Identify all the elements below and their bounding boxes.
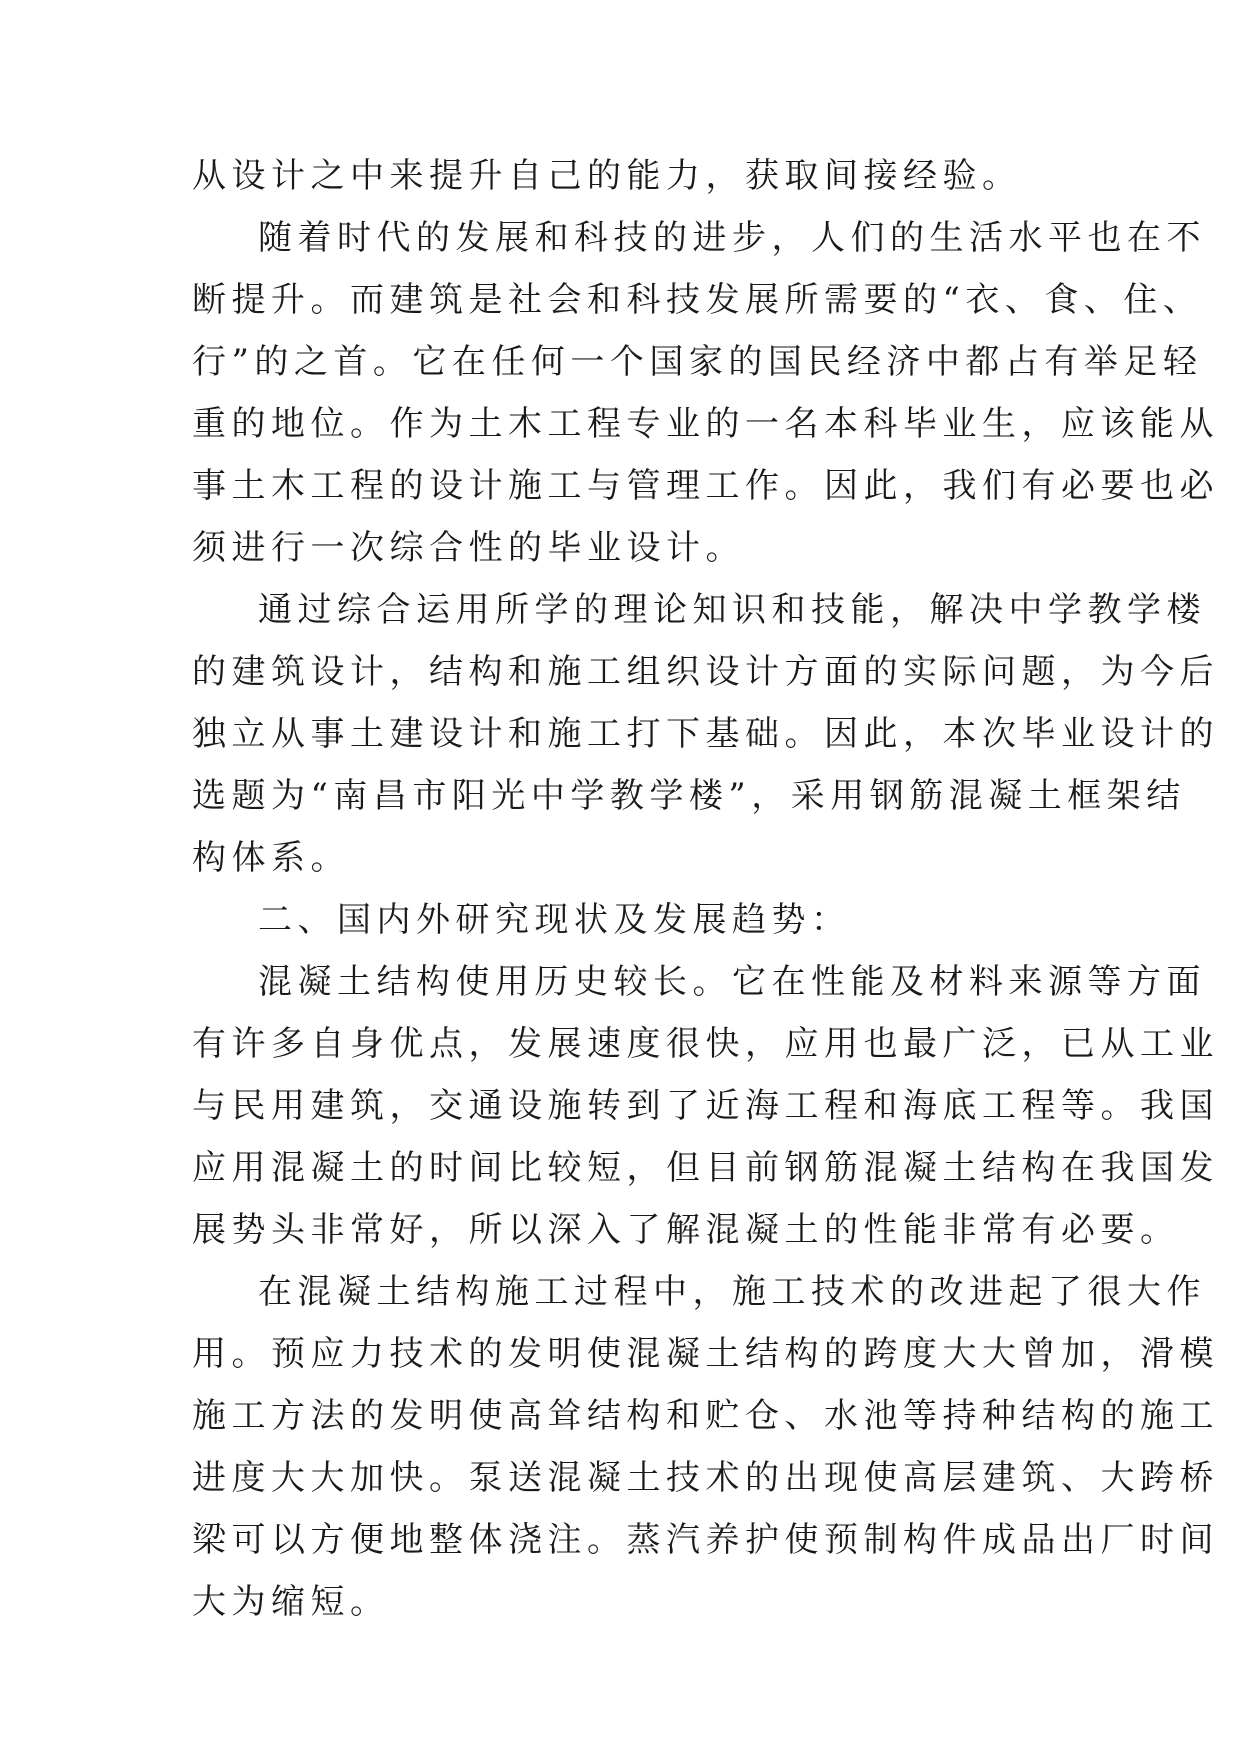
text-line: 重的地位。作为土木工程专业的一名本科毕业生，应该能从 <box>192 404 1219 444</box>
section-heading: 二、国内外研究现状及发展趋势： <box>258 900 851 940</box>
text-line: 事土木工程的设计施工与管理工作。因此，我们有必要也必 <box>192 466 1219 506</box>
paragraph-start-line: 通过综合运用所学的理论知识和技能，解决中学教学楼 <box>258 590 1206 630</box>
text-line: 施工方法的发明使高耸结构和贮仓、水池等持种结构的施工 <box>192 1396 1219 1436</box>
paragraph-start-line: 随着时代的发展和科技的进步，人们的生活水平也在不 <box>258 218 1206 258</box>
text-line: 须进行一次综合性的毕业设计。 <box>192 528 745 568</box>
text-line: 的建筑设计，结构和施工组织设计方面的实际问题，为今后 <box>192 652 1219 692</box>
text-line: 行”的之首。它在任何一个国家的国民经济中都占有举足轻 <box>192 342 1203 382</box>
text-line: 从设计之中来提升自己的能力，获取间接经验。 <box>192 156 1022 196</box>
paragraph-start-line: 在混凝土结构施工过程中，施工技术的改进起了很大作 <box>258 1272 1206 1312</box>
paragraph-start-line: 混凝土结构使用历史较长。它在性能及材料来源等方面 <box>258 962 1206 1002</box>
text-line: 应用混凝土的时间比较短，但目前钢筋混凝土结构在我国发 <box>192 1148 1219 1188</box>
text-line: 用。预应力技术的发明使混凝土结构的跨度大大曾加，滑模 <box>192 1334 1219 1374</box>
text-line: 有许多自身优点，发展速度很快，应用也最广泛，已从工业 <box>192 1024 1219 1064</box>
text-line: 与民用建筑，交通设施转到了近海工程和海底工程等。我国 <box>192 1086 1219 1126</box>
text-line: 梁可以方便地整体浇注。蒸汽养护使预制构件成品出厂时间 <box>192 1520 1219 1560</box>
text-line: 选题为“南昌市阳光中学教学楼”，采用钢筋混凝土框架结 <box>192 776 1186 816</box>
text-line: 断提升。而建筑是社会和科技发展所需要的“衣、食、住、 <box>192 280 1203 320</box>
text-line: 进度大大加快。泵送混凝土技术的出现使高层建筑、大跨桥 <box>192 1458 1219 1498</box>
text-line: 展势头非常好，所以深入了解混凝土的性能非常有必要。 <box>192 1210 1180 1250</box>
text-line: 独立从事土建设计和施工打下基础。因此，本次毕业设计的 <box>192 714 1219 754</box>
text-line: 大为缩短。 <box>192 1582 390 1622</box>
text-line: 构体系。 <box>192 838 350 878</box>
